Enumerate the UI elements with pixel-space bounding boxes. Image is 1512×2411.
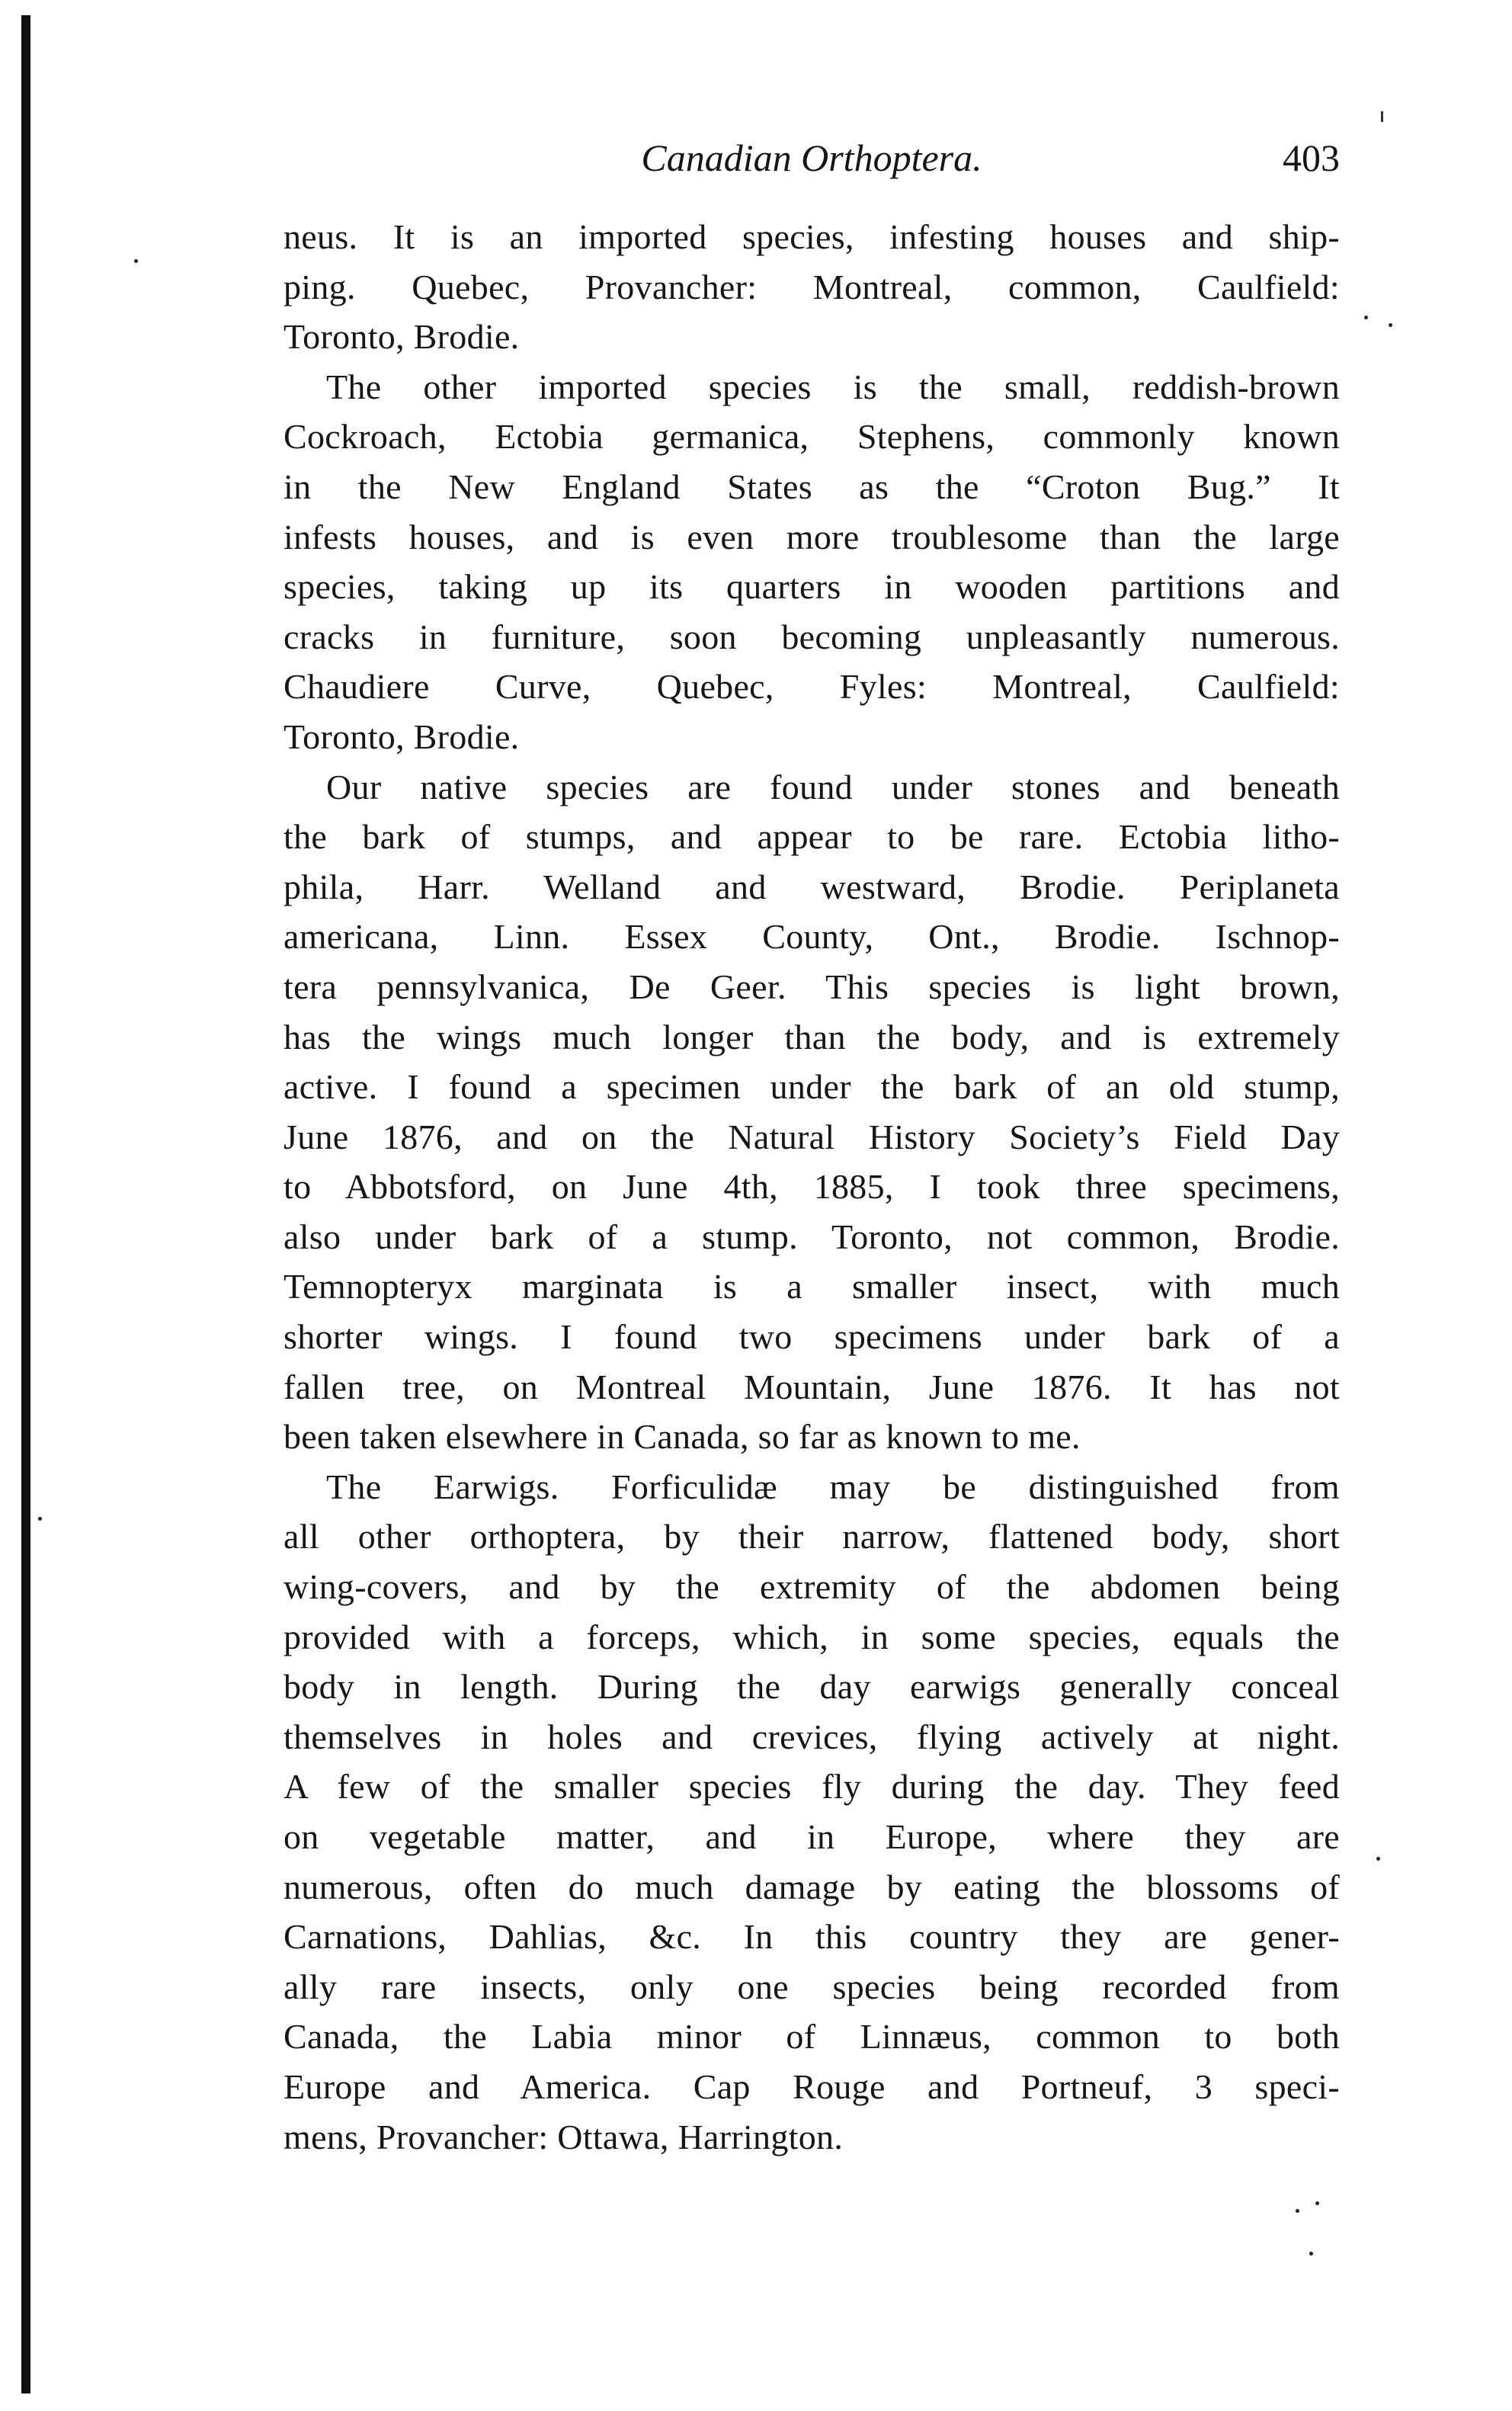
page-number: 403 xyxy=(1283,136,1340,179)
text-line: been taken elsewhere in Canada, so far as known to me. xyxy=(284,1417,1081,1457)
scan-speck xyxy=(1376,1857,1380,1861)
text-line: infests houses, and is even more troublesome than the large xyxy=(284,517,1340,556)
text-line: also under bark of a stump. Toronto, not common, Brodie. xyxy=(284,1217,1340,1256)
text-line: Carnations, Dahlias, &c. In this country they are gener- xyxy=(284,1917,1340,1957)
scan-speck xyxy=(38,1517,42,1521)
text-line: Canada, the Labia minor of Linnæus, common to both xyxy=(284,2017,1340,2057)
scan-speck xyxy=(1296,2209,1299,2213)
text-line: provided with a forceps, which, in some species, equals the xyxy=(284,1617,1340,1656)
page-header xyxy=(284,128,1340,189)
text-line: phila, Harr. Welland and westward, Brodie. Periplaneta xyxy=(284,867,1340,906)
text-line: in the New England States as the “Croton Bug.” It xyxy=(284,466,1340,506)
text-line: Cockroach, Ectobia germanica, Stephens, commonly known xyxy=(284,417,1340,457)
text-line: wing-covers, and by the extremity of the abdomen being xyxy=(284,1567,1340,1607)
page-binding-edge xyxy=(21,15,30,2393)
text-line: themselves in holes and crevices, flying actively at night. xyxy=(284,1717,1340,1756)
text-line: Temnopteryx marginata is a smaller insect, with much xyxy=(284,1267,1340,1306)
text-line: cracks in furniture, soon becoming unpleasantly numerous. xyxy=(284,617,1340,656)
scan-speck xyxy=(1381,111,1383,122)
scan-speck xyxy=(1309,2252,1313,2256)
text-line: numerous, often do much damage by eating the blossoms of xyxy=(284,1867,1340,1906)
text-line: has the wings much longer than the body, and is extremely xyxy=(284,1017,1340,1056)
text-line: The Earwigs. Forficulidæ may be distinguished from xyxy=(326,1467,1340,1506)
text-line: on vegetable matter, and in Europe, where they are xyxy=(284,1817,1340,1856)
body-text xyxy=(284,212,1340,2162)
scan-speck xyxy=(1364,316,1368,319)
text-line: Europe and America. Cap Rouge and Portneuf, 3 speci- xyxy=(284,2066,1340,2106)
text-line: species, taking up its quarters in wooden partitions and xyxy=(284,567,1340,607)
text-line: The other imported species is the small, reddish-brown xyxy=(326,367,1340,406)
text-line: body in length. During the day earwigs generally conceal xyxy=(284,1667,1340,1707)
text-line: mens, Provancher: Ottawa, Harrington. xyxy=(284,2117,844,2156)
text-line: active. I found a specimen under the bark of an old stump, xyxy=(284,1067,1340,1107)
text-line: A few of the smaller species fly during the day. They feed xyxy=(284,1767,1340,1807)
text-line: neus. It is an imported species, infesting houses and ship- xyxy=(284,217,1340,256)
text-line: the bark of stumps, and appear to be rare. Ectobia litho- xyxy=(284,817,1340,857)
text-line: Toronto, Brodie. xyxy=(284,317,520,357)
scan-speck xyxy=(1315,2201,1319,2205)
running-title: Canadian Orthoptera. xyxy=(641,136,982,179)
text-line: Our native species are found under stones and beneath xyxy=(326,767,1340,806)
text-line: tera pennsylvanica, De Geer. This species is light brown, xyxy=(284,967,1340,1006)
text-line: americana, Linn. Essex County, Ont., Brodie. Ischnop- xyxy=(284,917,1340,957)
text-line: Toronto, Brodie. xyxy=(284,717,520,756)
text-line: ping. Quebec, Provancher: Montreal, common, Caulfield: xyxy=(284,267,1340,306)
scan-speck xyxy=(1389,323,1392,327)
text-line: fallen tree, on Montreal Mountain, June 1876. It has not xyxy=(284,1367,1340,1406)
text-line: all other orthoptera, by their narrow, flattened body, short xyxy=(284,1517,1340,1557)
text-line: Chaudiere Curve, Quebec, Fyles: Montreal, Caulfield: xyxy=(284,667,1340,707)
text-line: shorter wings. I found two specimens under bark of a xyxy=(284,1317,1340,1357)
text-line: ally rare insects, only one species being recorded from xyxy=(284,1967,1340,2006)
text-line: June 1876, and on the Natural History Society’s Field Day xyxy=(284,1117,1340,1156)
scan-speck xyxy=(134,259,138,263)
text-line: to Abbotsford, on June 4th, 1885, I took three specimens, xyxy=(284,1167,1340,1207)
